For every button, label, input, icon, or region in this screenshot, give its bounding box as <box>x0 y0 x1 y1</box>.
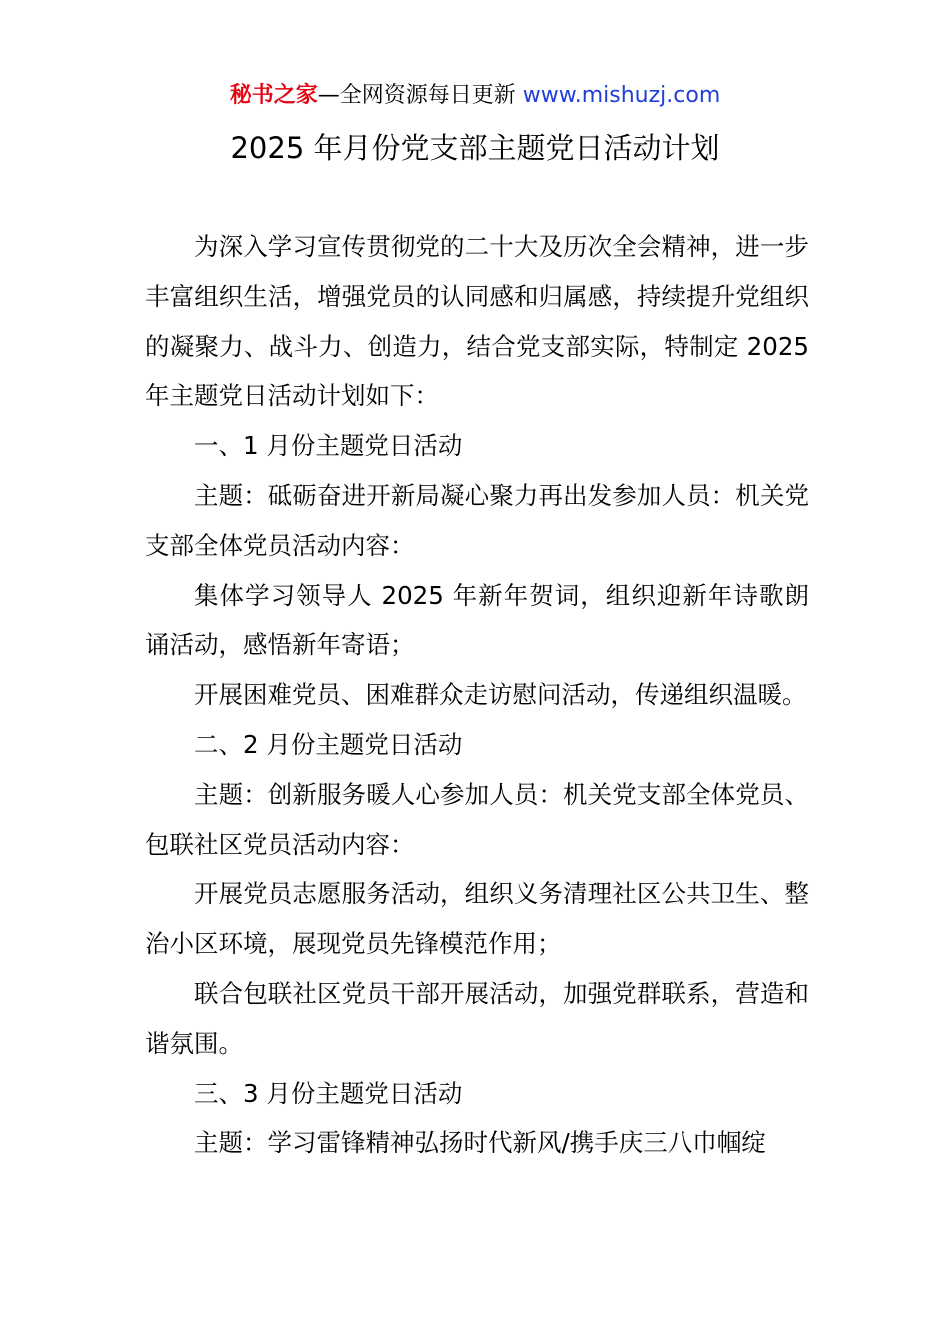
section-heading-march: 三、3 月份主题党日活动 <box>194 1078 463 1108</box>
site-brand: 秘书之家 <box>229 83 318 108</box>
january-theme: 主题：砥砺奋进开新局凝心聚力再出发参加人员：机关党支部全体党员活动内容： <box>145 480 809 560</box>
site-tagline: —全网资源每日更新 <box>317 83 523 108</box>
site-url-link[interactable]: www.mishuzj.com <box>522 83 721 108</box>
january-activity-2: 开展困难党员、困难群众走访慰问活动，传递组织温暖。 <box>194 680 807 710</box>
site-header <box>0 78 950 114</box>
section-heading-january: 一、1 月份主题党日活动 <box>194 431 463 461</box>
february-theme: 主题：创新服务暖人心参加人员：机关党支部全体党员、包联社区党员活动内容： <box>145 779 809 859</box>
document-title: 2025 年月份党支部主题党日活动计划 <box>230 131 720 165</box>
document-body <box>145 222 809 1168</box>
march-theme: 主题：学习雷锋精神弘扬时代新风/携手庆三八巾帼绽 <box>194 1128 766 1158</box>
section-heading-february: 二、2 月份主题党日活动 <box>194 729 463 759</box>
february-activity-2: 联合包联社区党员干部开展活动，加强党群联系，营造和谐氛围。 <box>145 978 809 1058</box>
intro-paragraph: 为深入学习宣传贯彻党的二十大及历次全会精神，进一步丰富组织生活，增强党员的认同感和归属感，持续提升党组织的凝聚力、战斗力、创造力，结合党支部实际，特制定 2025 年主题党日活动计划如下： <box>145 232 809 411</box>
january-activity-1: 集体学习领导人 2025 年新年贺词，组织迎新年诗歌朗诵活动，感悟新年寄语； <box>145 580 809 660</box>
february-activity-1: 开展党员志愿服务活动，组织义务清理社区公共卫生、整治小区环境，展现党员先锋模范作用； <box>145 879 809 959</box>
